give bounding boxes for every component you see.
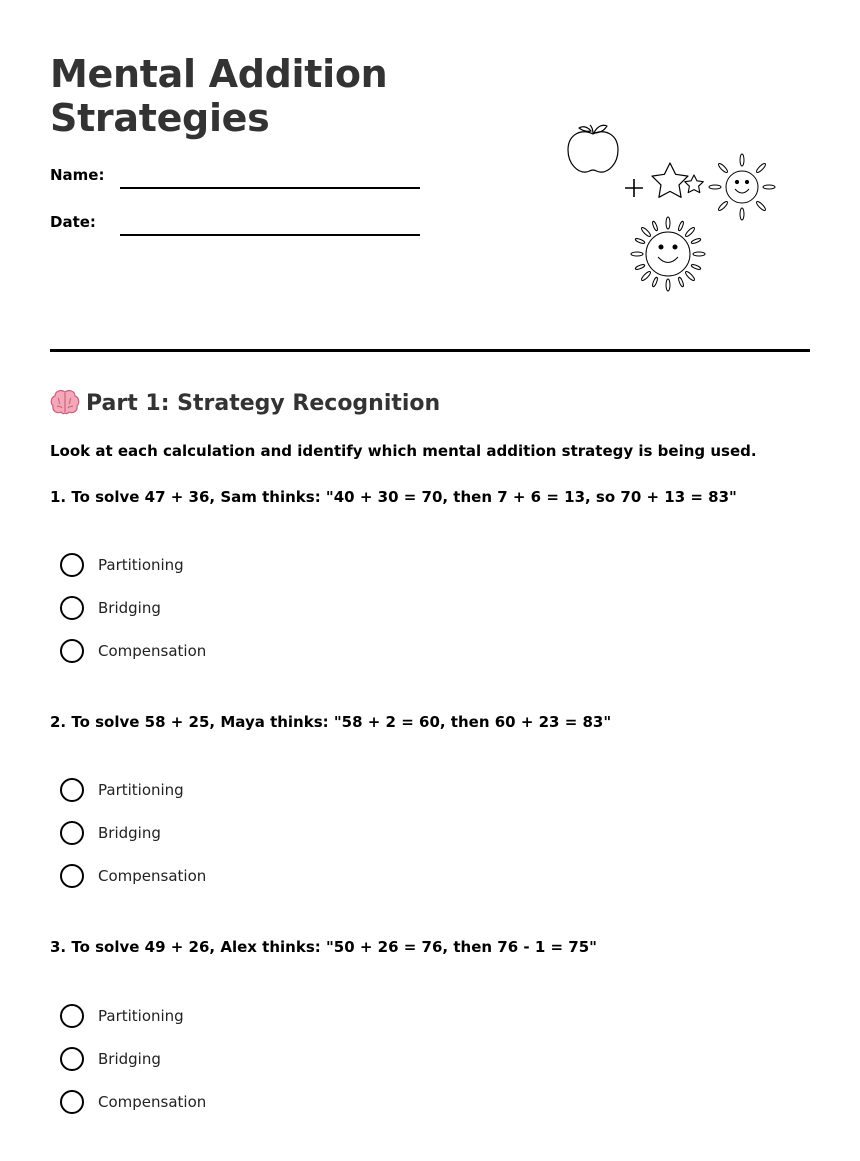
radio-button[interactable] [60, 864, 84, 888]
part1-title: Part 1: Strategy Recognition [86, 391, 441, 416]
sun-face-icon [631, 217, 705, 291]
plus-icon [625, 179, 643, 197]
part1-instructions: Look at each calculation and identify which mental addition strategy is being used. [50, 442, 757, 460]
option-label: Partitioning [98, 1007, 184, 1025]
radio-button[interactable] [60, 1090, 84, 1114]
radio-button[interactable] [60, 639, 84, 663]
star-icon [652, 163, 688, 197]
section-divider [50, 349, 810, 352]
option-label: Compensation [98, 1093, 207, 1111]
q3-option-partitioning[interactable] [60, 1004, 184, 1028]
question-1: 1. To solve 47 + 36, Sam thinks: "40 + 30 = 70, then 7 + 6 = 13, so 70 + 13 = 83" [50, 488, 737, 506]
option-label: Partitioning [98, 556, 184, 574]
radio-button[interactable] [60, 778, 84, 802]
q1-option-bridging[interactable] [60, 596, 161, 620]
radio-button[interactable] [60, 1004, 84, 1028]
part1-heading [50, 388, 440, 419]
option-label: Partitioning [98, 781, 184, 799]
small-star-icon [685, 175, 704, 193]
q3-option-bridging[interactable] [60, 1047, 161, 1071]
name-field[interactable] [120, 187, 420, 189]
addition-clipart [560, 118, 790, 298]
option-label: Compensation [98, 867, 207, 885]
question-2: 2. To solve 58 + 25, Maya thinks: "58 + 2 = 60, then 60 + 23 = 83" [50, 713, 612, 731]
name-label: Name: [50, 166, 105, 184]
option-label: Bridging [98, 824, 161, 842]
q1-option-partitioning[interactable] [60, 553, 184, 577]
q1-option-compensation[interactable] [60, 639, 206, 663]
worksheet-title: Mental Addition Strategies [50, 52, 388, 140]
radio-button[interactable] [60, 596, 84, 620]
radio-button[interactable] [60, 553, 84, 577]
q3-option-compensation[interactable] [60, 1090, 206, 1114]
radio-button[interactable] [60, 821, 84, 845]
q2-option-compensation[interactable] [60, 864, 206, 888]
brain-icon [50, 388, 80, 416]
date-label: Date: [50, 213, 96, 231]
option-label: Bridging [98, 1050, 161, 1068]
q2-option-bridging[interactable] [60, 821, 161, 845]
question-3: 3. To solve 49 + 26, Alex thinks: "50 + 26 = 76, then 76 - 1 = 75" [50, 938, 597, 956]
option-label: Compensation [98, 642, 207, 660]
apple-icon [568, 125, 618, 172]
option-label: Bridging [98, 599, 161, 617]
date-field[interactable] [120, 234, 420, 236]
radio-button[interactable] [60, 1047, 84, 1071]
sun-face-icon [709, 154, 775, 220]
q2-option-partitioning[interactable] [60, 778, 184, 802]
